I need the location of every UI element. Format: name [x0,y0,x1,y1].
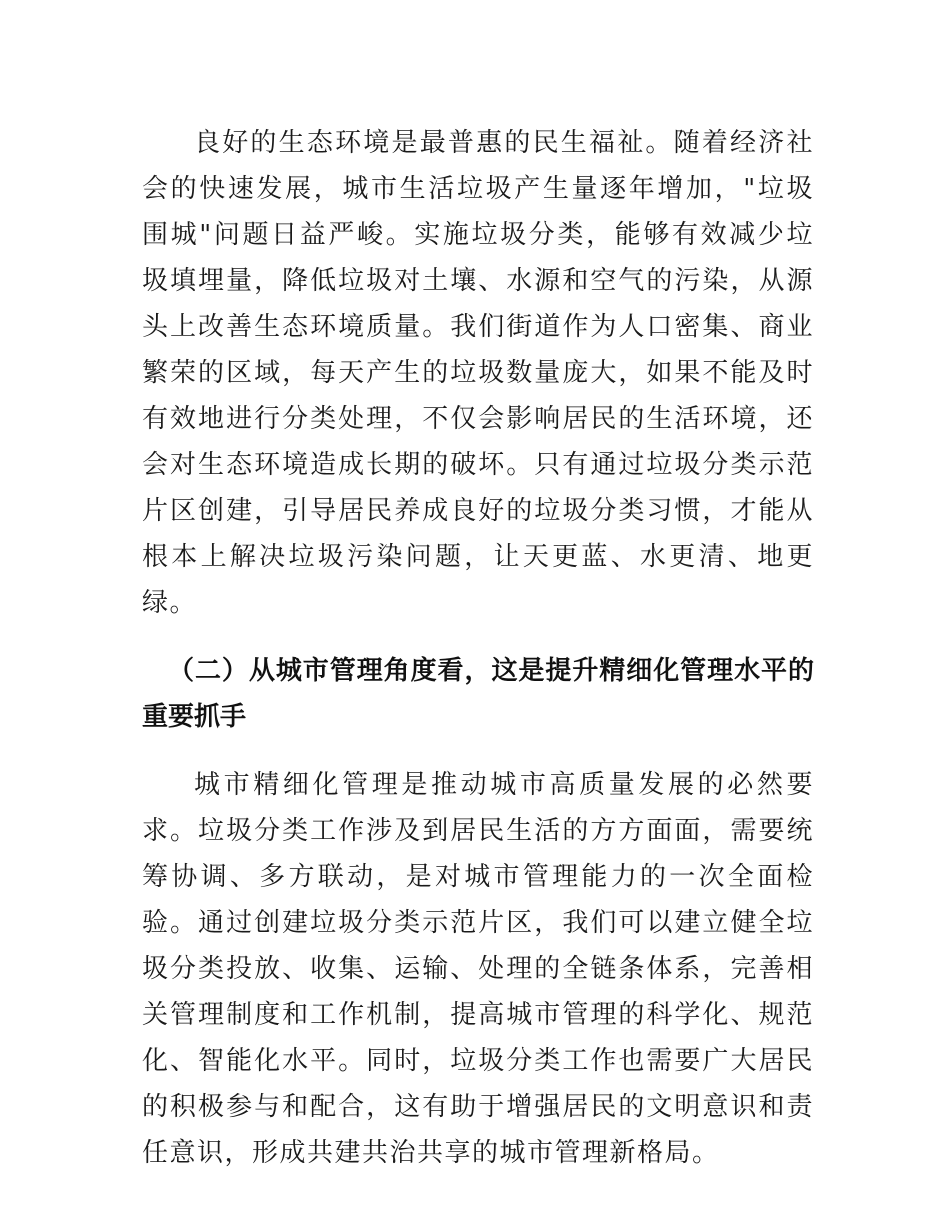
paragraph-ecological-environment: 良好的生态环境是最普惠的民生福祉。随着经济社会的快速发展，城市生活垃圾产生量逐年增加，"垃圾围城"问题日益严峻。实施垃圾分类，能够有效减少垃圾填埋量，降低垃圾对土壤、水源和空气的污染，从源头上改善生态环境质量。我们街道作为人口密集、商业繁荣的区域，每天产生的垃圾数量庞大，如果不能及时有效地进行分类处理，不仅会影响居民的生活环境，还会对生态环境造成长期的破坏。只有通过垃圾分类示范片区创建，引导居民养成良好的垃圾分类习惯，才能从根本上解决垃圾污染问题，让天更蓝、水更清、地更绿。 [142,128,814,618]
section-heading-urban-management: （二）从城市管理角度看，这是提升精细化管理水平的重要抓手 [142,656,814,732]
document-body [142,120,814,1176]
paragraph-urban-management: 城市精细化管理是推动城市高质量发展的必然要求。垃圾分类工作涉及到居民生活的方方面面，需要统筹协调、多方联动，是对城市管理能力的一次全面检验。通过创建垃圾分类示范片区，我们可以建立健全垃圾分类投放、收集、运输、处理的全链条体系，完善相关管理制度和工作机制，提高城市管理的科学化、规范化、智能化水平。同时，垃圾分类工作也需要广大居民的积极参与和配合，这有助于增强居民的文明意识和责任意识，形成共建共治共享的城市管理新格局。 [142,770,814,1168]
